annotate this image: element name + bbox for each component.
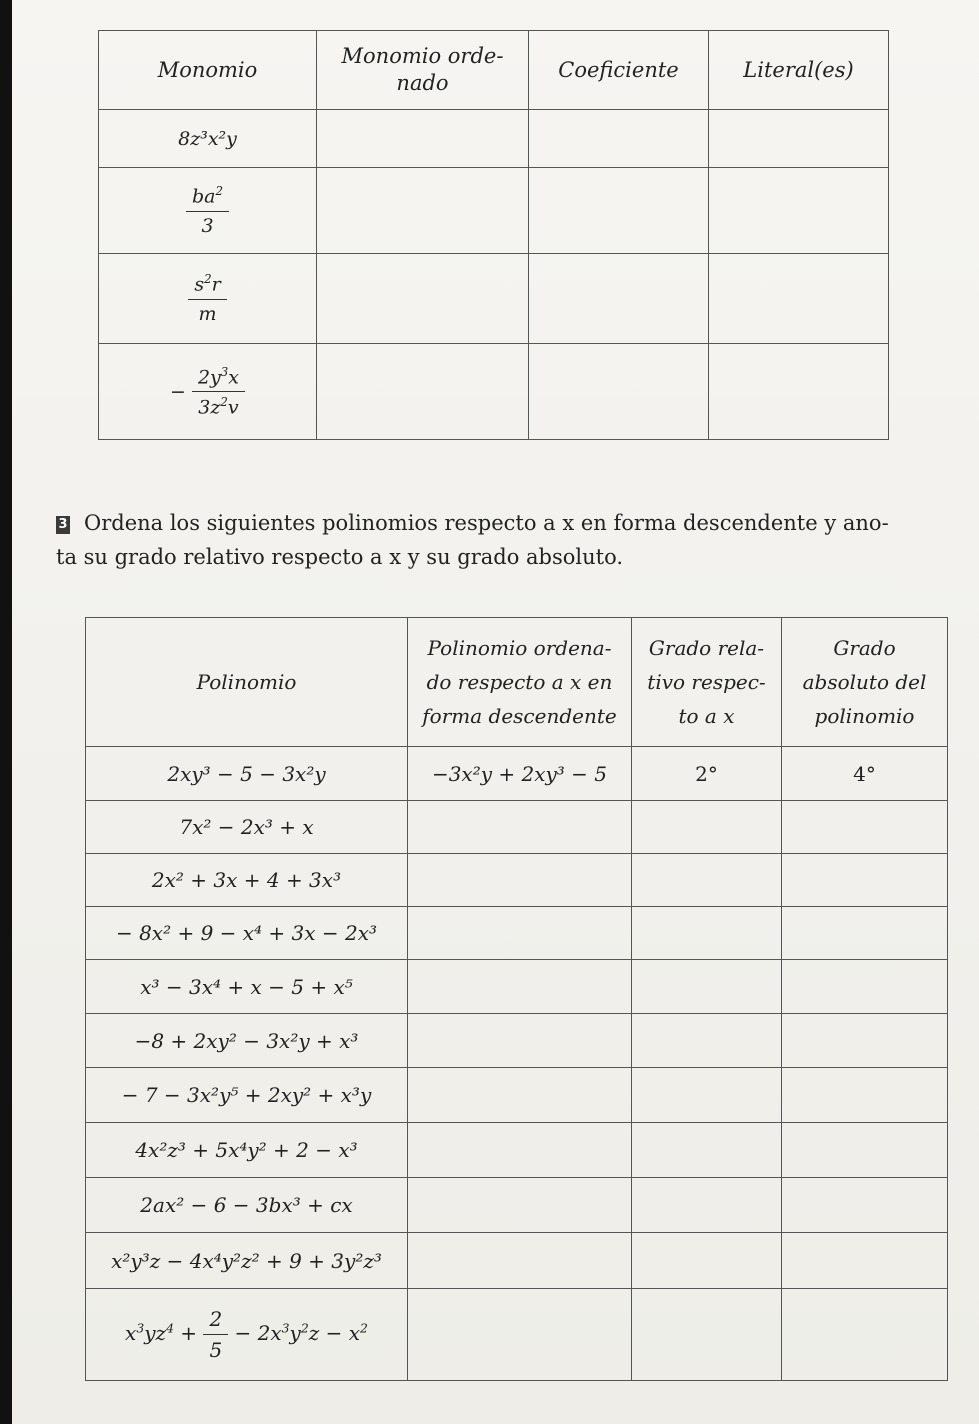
empty-cell[interactable] [632, 960, 782, 1014]
polynomial-cell: 2x² + 3x + 4 + 3x³ [86, 854, 408, 907]
polynomial-cell: x²y³z − 4x⁴y²z² + 9 + 3y²z³ [86, 1233, 408, 1289]
empty-cell[interactable] [709, 110, 889, 168]
instruction-line-1: Ordena los siguientes polinomios respecto a x en forma descendente y ano- [84, 511, 889, 535]
empty-cell[interactable] [632, 907, 782, 960]
monomial-table [98, 30, 889, 440]
empty-cell[interactable] [408, 960, 632, 1014]
empty-cell[interactable] [529, 344, 709, 440]
polynomial-table [85, 617, 948, 1381]
empty-cell[interactable] [317, 110, 529, 168]
empty-cell[interactable] [317, 344, 529, 440]
empty-cell[interactable] [408, 1233, 632, 1289]
polynomial-cell: x³ − 3x⁴ + x − 5 + x⁵ [86, 960, 408, 1014]
polynomial-cell: − 8x² + 9 − x⁴ + 3x − 2x³ [86, 907, 408, 960]
empty-cell[interactable] [709, 168, 889, 254]
polynomial-cell: 4x²z³ + 5x⁴y² + 2 − x³ [86, 1123, 408, 1178]
empty-cell[interactable] [408, 907, 632, 960]
empty-cell[interactable] [782, 1233, 948, 1289]
header-coeficiente: Coeficiente [529, 31, 709, 110]
header-grado-absoluto: Grado absoluto del polinomio [782, 618, 948, 747]
polynomial-cell: − 7 − 3x²y⁵ + 2xy² + x³y [86, 1068, 408, 1123]
empty-cell[interactable] [782, 907, 948, 960]
scan-edge [0, 0, 12, 1424]
empty-cell[interactable] [632, 801, 782, 854]
empty-cell[interactable] [317, 254, 529, 344]
empty-cell[interactable] [632, 854, 782, 907]
polynomial-cell: 2xy³ − 5 − 3x²y [86, 747, 408, 801]
empty-cell[interactable] [529, 110, 709, 168]
empty-cell[interactable] [408, 1289, 632, 1381]
monomial-cell: − $\frac{2y^3x}{3z^2v}$ [99, 344, 317, 440]
empty-cell[interactable] [632, 1014, 782, 1068]
header-monomio: Monomio [99, 31, 317, 110]
exercise-instructions [56, 506, 956, 574]
empty-cell[interactable] [317, 168, 529, 254]
empty-cell[interactable] [632, 1123, 782, 1178]
empty-cell[interactable] [782, 1123, 948, 1178]
empty-cell[interactable] [709, 254, 889, 344]
monomial-cell: 8z³x²y [99, 110, 317, 168]
empty-cell[interactable] [408, 801, 632, 854]
empty-cell[interactable] [782, 960, 948, 1014]
empty-cell[interactable] [632, 1178, 782, 1233]
worksheet-page [12, 0, 979, 1424]
header-monomio-ordenado: Monomio orde- nado [317, 31, 529, 110]
empty-cell[interactable] [408, 1068, 632, 1123]
exercise-number-badge: 3 [56, 516, 70, 534]
empty-cell[interactable] [632, 1068, 782, 1123]
empty-cell[interactable] [529, 254, 709, 344]
header-grado-relativo: Grado rela- tivo respec- to a x [632, 618, 782, 747]
empty-cell[interactable] [782, 1178, 948, 1233]
empty-cell[interactable] [782, 1014, 948, 1068]
empty-cell[interactable] [782, 1068, 948, 1123]
polynomial-cell: $x^3yz^4$ + $\frac{2}{5}$ − $2x^3y^2z - x^2$ [86, 1289, 408, 1381]
empty-cell[interactable] [782, 1289, 948, 1381]
header-polinomio-ordenado: Polinomio ordena- do respecto a x en forma descendente [408, 618, 632, 747]
instruction-line-2: ta su grado relativo respecto a x y su grado absoluto. [56, 545, 624, 569]
empty-cell[interactable] [408, 1178, 632, 1233]
empty-cell[interactable] [408, 1014, 632, 1068]
header-polinomio: Polinomio [86, 618, 408, 747]
empty-cell[interactable] [632, 1233, 782, 1289]
empty-cell[interactable] [709, 344, 889, 440]
ordered-polynomial-cell: −3x²y + 2xy³ − 5 [408, 747, 632, 801]
empty-cell[interactable] [408, 854, 632, 907]
empty-cell[interactable] [632, 1289, 782, 1381]
empty-cell[interactable] [782, 801, 948, 854]
empty-cell[interactable] [529, 168, 709, 254]
polynomial-cell: 7x² − 2x³ + x [86, 801, 408, 854]
polynomial-cell: −8 + 2xy² − 3x²y + x³ [86, 1014, 408, 1068]
empty-cell[interactable] [408, 1123, 632, 1178]
monomial-cell: $\frac{ba^2}{3}$ [99, 168, 317, 254]
header-literales: Literal(es) [709, 31, 889, 110]
polynomial-cell: 2ax² − 6 − 3bx³ + cx [86, 1178, 408, 1233]
absolute-degree-cell: 4° [782, 747, 948, 801]
relative-degree-cell: 2° [632, 747, 782, 801]
monomial-cell: $\frac{s^2r}{m}$ [99, 254, 317, 344]
empty-cell[interactable] [782, 854, 948, 907]
